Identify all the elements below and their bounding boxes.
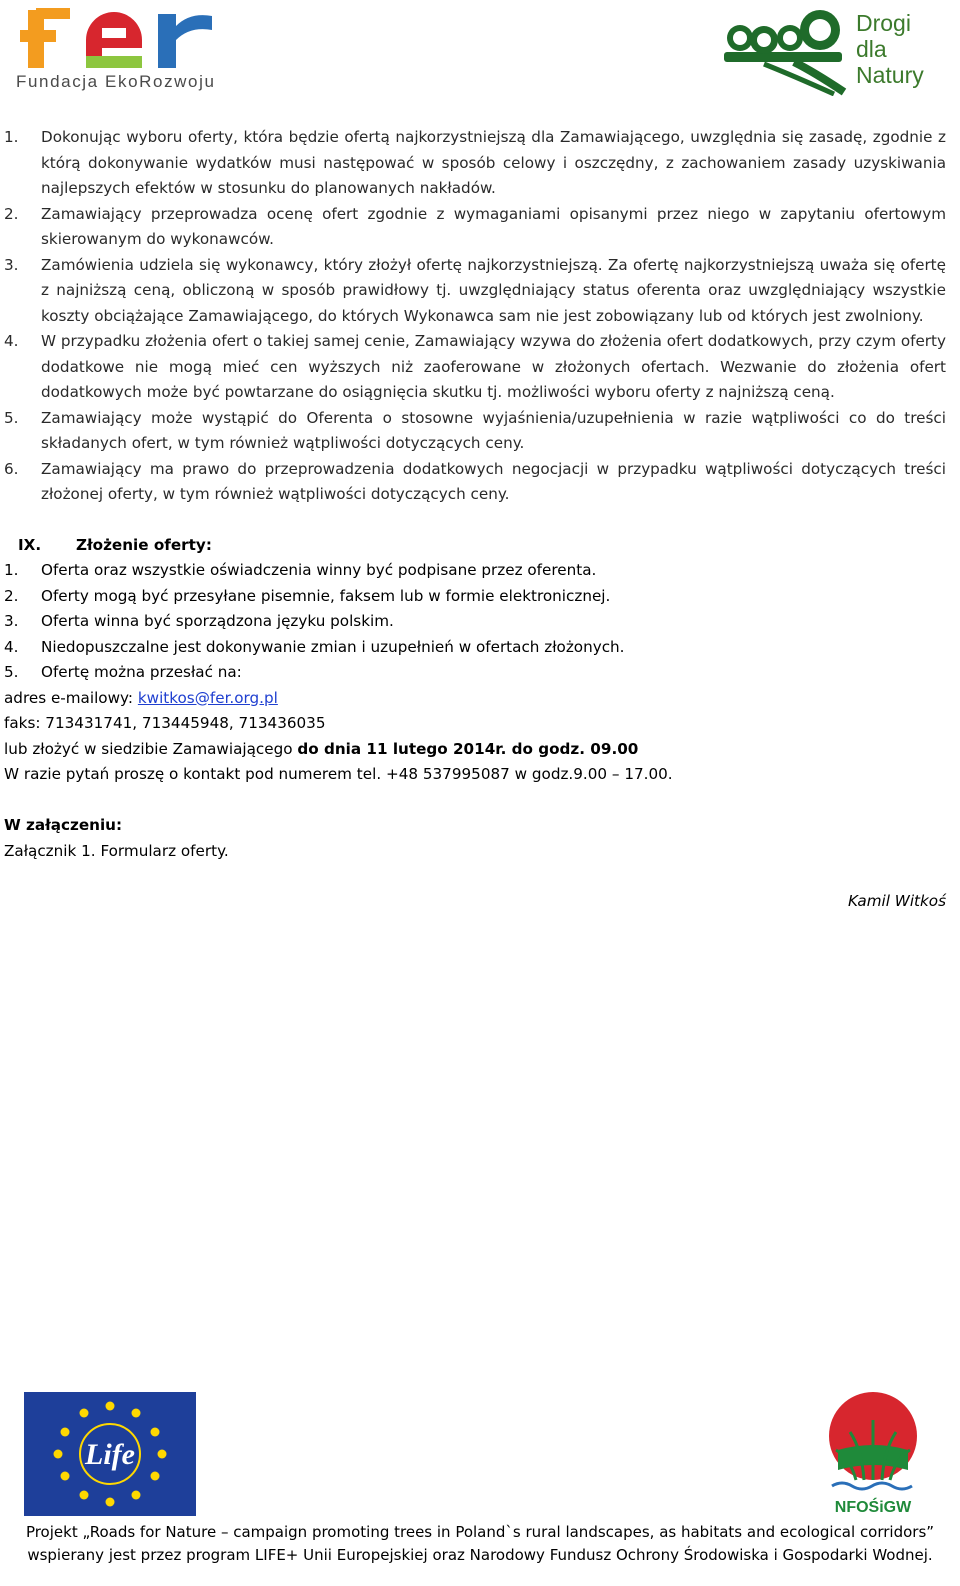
- offer-submission-list: [4, 558, 946, 686]
- eu-flag-icon: [24, 1392, 196, 1516]
- section-number: IX.: [18, 535, 42, 554]
- item-text: Oferta winna być sporządzona języku polskim.: [41, 612, 394, 630]
- item-text: Ofertę można przesłać na:: [41, 663, 242, 681]
- attachment-item: Załącznik 1. Formularz oferty.: [4, 841, 229, 860]
- life-logo-text: Life: [85, 1438, 135, 1471]
- item-number: 4.: [4, 332, 19, 350]
- drogi-dla-natury-logo: [724, 8, 950, 96]
- item-text: Zamówienia udziela się wykonawcy, który złożył ofertę najkorzystniejszą. Za ofertę najkorzystniejszą uważa się ofertę z najniższą ceną, obliczoną w sposób prawidłowy tj. uwzględniający status oferenta oraz uwzględniający wszystkie koszty obciążające Zamawiającego, do których Wykonawca sam nie jest zobowiązany lub od których jest zwolniony.: [41, 255, 946, 325]
- item-number: 3.: [4, 255, 19, 274]
- list-item: [4, 660, 946, 686]
- list-item: [4, 457, 946, 508]
- eu-life-logo: [24, 1392, 196, 1516]
- item-number: 1.: [4, 128, 19, 146]
- item-text: Niedopuszczalne jest dokonywanie zmian i uzupełnień w ofertach złożonych.: [41, 637, 625, 656]
- item-number: 5.: [4, 663, 19, 681]
- item-text: Dokonując wyboru oferty, która będzie ofertą najkorzystniejszą dla Zamawiającego, uwzględnia się zasadę, zgodnie z którą dokonywanie wydatków musi następować w sposób celowy i oszczędny, z zachowaniem zasady uzyskiwania najlepszych efektów w stosunku do planowanych nakładów.: [41, 128, 946, 197]
- list-item: [4, 253, 946, 330]
- item-number: 2.: [4, 586, 19, 605]
- section-ix-heading: [4, 533, 946, 559]
- item-number: 3.: [4, 612, 19, 630]
- email-link[interactable]: kwitkos@fer.org.pl: [137, 688, 278, 707]
- contact-line: W razie pytań proszę o kontakt pod numerem tel. +48 537995087 w godz.9.00 – 17.00.: [4, 765, 673, 783]
- list-item: [4, 125, 946, 202]
- list-item: [4, 202, 946, 253]
- fer-logo: [16, 6, 238, 98]
- drogi-logo-text: [856, 10, 924, 88]
- fer-logo-caption: Fundacja EkoRozwoju: [16, 72, 216, 91]
- list-item: [4, 635, 946, 661]
- spacer: [4, 788, 946, 814]
- deadline-date: do dnia 11 lutego 2014r. do godz. 09.00: [297, 739, 639, 758]
- attachments-heading: W załączeniu:: [4, 816, 123, 834]
- footer-line-2: wspierany jest przez program LIFE+ Unii Europejskiej oraz Narodowy Fundusz Ochrony Środowiska i Gospodarki Wodnej.: [27, 1546, 933, 1564]
- item-text: Zamawiający przeprowadza ocenę ofert zgodnie z wymaganiami opisanymi przez niego w zapytaniu ofertowym skierowanym do wykonawców.: [41, 204, 946, 248]
- nfosigw-emblem-icon: [826, 1390, 920, 1518]
- item-number: 5.: [4, 408, 19, 427]
- email-label: adres e-mailowy:: [4, 688, 138, 707]
- deadline-prefix: lub złożyć w siedzibie Zamawiającego: [4, 739, 298, 758]
- item-text: Oferta oraz wszystkie oświadczenia winny być podpisane przez oferenta.: [41, 561, 597, 579]
- item-number: 4.: [4, 637, 19, 656]
- drogi-logo-line-2: dla: [856, 36, 887, 62]
- item-number: 6.: [4, 459, 19, 478]
- list-item: [4, 406, 946, 457]
- list-item: [4, 609, 946, 635]
- section-title: Złożenie oferty:: [76, 535, 212, 554]
- footer: [0, 1521, 960, 1567]
- list-item: [4, 329, 946, 406]
- nfosigw-logo-text: NFOŚiGW: [834, 1499, 912, 1516]
- signature: Kamil Witkoś: [848, 892, 946, 910]
- deadline-line: [4, 737, 946, 763]
- drogi-logo-line-1: Drogi: [856, 10, 911, 36]
- footer-line-1: Projekt „Roads for Nature – campaign promoting trees in Poland`s rural landscapes, as habitats and ecological corridors”: [25, 1523, 935, 1541]
- item-text: Zamawiający ma prawo do przeprowadzenia dodatkowych negocjacji w przypadku wątpliwości dotyczących treści złożonej oferty, w tym również wątpliwości dotyczących ceny.: [41, 459, 946, 503]
- trees-icon: [724, 8, 856, 96]
- item-text: W przypadku złożenia ofert o takiej samej cenie, Zamawiający wzywa do złożenia ofert dodatkowych, przy czym oferty dodatkowe nie mogą mieć cen wyższych niż zaoferowane w złożonych ofertach. Wezwanie do złożenia ofert dodatkowych może być powtarzane do osiągnięcia skutku tj. możliwości wyboru oferty z najniższą ceną.: [41, 332, 946, 401]
- drogi-logo-line-3: Natury: [856, 62, 924, 88]
- list-item: [4, 558, 946, 584]
- list-item: [4, 584, 946, 610]
- item-text: Oferty mogą być przesyłane pisemnie, faksem lub w formie elektronicznej.: [41, 586, 611, 605]
- item-number: 1.: [4, 561, 19, 579]
- criteria-list: [4, 125, 946, 508]
- item-number: 2.: [4, 204, 19, 223]
- email-line: [4, 686, 946, 712]
- document-body: [4, 125, 946, 915]
- fax-line: faks: 713431741, 713445948, 713436035: [4, 714, 326, 732]
- item-text: Zamawiający może wystąpić do Oferenta o stosowne wyjaśnienia/uzupełnienia w razie wątpliwości co do treści składanych ofert, w tym również wątpliwości dotyczących ceny.: [41, 408, 946, 452]
- nfosigw-logo: [826, 1390, 920, 1518]
